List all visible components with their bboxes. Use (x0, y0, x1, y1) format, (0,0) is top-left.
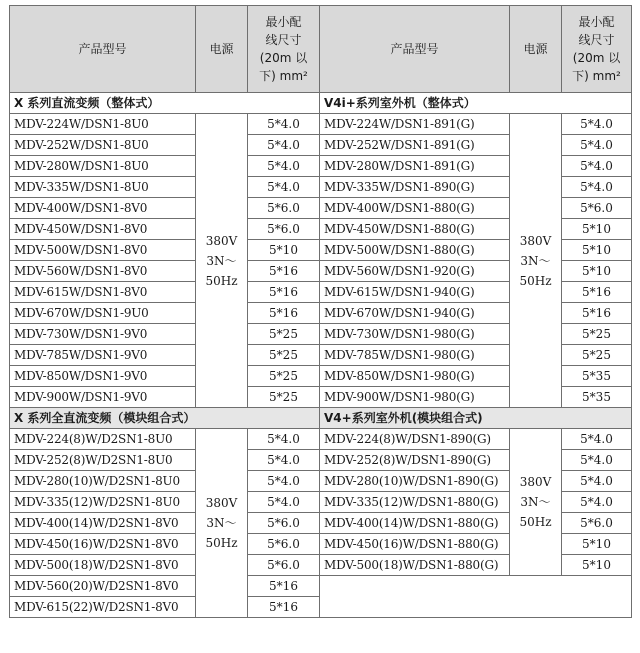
model-cell: MDV-450(16)W/D2SN1-8V0 (10, 534, 196, 555)
section-title-left: X 系列全直流变频（模块组合式） (10, 408, 320, 429)
cable-size-cell: 5*4.0 (562, 492, 632, 513)
header-size-line2: 线尺寸 (578, 33, 615, 47)
model-cell: MDV-335W/DSN1-890(G) (320, 177, 510, 198)
power-line1: 380V (519, 475, 552, 489)
cable-size-cell: 5*16 (248, 261, 320, 282)
header-size-line4: 下) mm² (572, 69, 621, 83)
header-size-line3: (20m 以 (259, 51, 308, 65)
model-cell: MDV-670W/DSN1-940(G) (320, 303, 510, 324)
cable-size-cell: 5*6.0 (248, 513, 320, 534)
model-cell: MDV-280(10)W/DSN1-890(G) (320, 471, 510, 492)
model-cell: MDV-670W/DSN1-9U0 (10, 303, 196, 324)
cable-size-cell: 5*4.0 (248, 135, 320, 156)
power-line2: 3N～ (206, 516, 237, 530)
cable-size-cell: 5*4.0 (562, 156, 632, 177)
table-row (10, 576, 632, 597)
model-cell: MDV-252(8)W/D2SN1-8U0 (10, 450, 196, 471)
model-cell: MDV-500(18)W/DSN1-880(G) (320, 555, 510, 576)
cable-size-cell: 5*16 (248, 576, 320, 597)
header-size-line4: 下) mm² (259, 69, 308, 83)
header-size-right (562, 6, 632, 93)
section-title-left: X 系列直流变频（整体式） (10, 93, 320, 114)
model-cell: MDV-785W/DSN1-980(G) (320, 345, 510, 366)
header-power-right: 电源 (510, 6, 562, 93)
model-cell: MDV-500W/DSN1-880(G) (320, 240, 510, 261)
cable-size-cell: 5*6.0 (248, 219, 320, 240)
header-model-right: 产品型号 (320, 6, 510, 93)
model-cell: MDV-730W/DSN1-9V0 (10, 324, 196, 345)
model-cell: MDV-335(12)W/DSN1-880(G) (320, 492, 510, 513)
cable-size-cell: 5*16 (562, 303, 632, 324)
model-cell: MDV-224(8)W/DSN1-890(G) (320, 429, 510, 450)
cable-size-cell: 5*4.0 (562, 450, 632, 471)
model-cell: MDV-615W/DSN1-940(G) (320, 282, 510, 303)
model-cell: MDV-400W/DSN1-880(G) (320, 198, 510, 219)
section-title-row (10, 93, 632, 114)
cable-size-cell: 5*16 (562, 282, 632, 303)
cable-size-cell: 5*10 (562, 534, 632, 555)
model-cell: MDV-560(20)W/D2SN1-8V0 (10, 576, 196, 597)
cable-size-cell: 5*25 (248, 366, 320, 387)
model-cell: MDV-615W/DSN1-8V0 (10, 282, 196, 303)
cable-size-cell: 5*6.0 (248, 198, 320, 219)
cable-size-cell: 5*10 (562, 261, 632, 282)
model-cell: MDV-335W/DSN1-8U0 (10, 177, 196, 198)
model-cell: MDV-280W/DSN1-891(G) (320, 156, 510, 177)
header-size-left (248, 6, 320, 93)
table-row (10, 114, 632, 135)
header-size-line1: 最小配 (578, 15, 615, 29)
section-title-right: V4+系列室外机(模块组合式) (320, 408, 632, 429)
cable-size-cell: 5*35 (562, 387, 632, 408)
cable-size-cell: 5*4.0 (562, 177, 632, 198)
cable-size-cell: 5*25 (248, 387, 320, 408)
cable-size-cell: 5*6.0 (248, 534, 320, 555)
header-size-line1: 最小配 (265, 15, 302, 29)
cable-spec-table (9, 5, 632, 618)
cable-size-cell: 5*6.0 (562, 198, 632, 219)
table-row (10, 429, 632, 450)
power-cell (196, 114, 248, 408)
cable-size-cell: 5*35 (562, 366, 632, 387)
power-line3: 50Hz (205, 273, 238, 288)
cable-size-cell: 5*6.0 (562, 513, 632, 534)
model-cell: MDV-335(12)W/D2SN1-8U0 (10, 492, 196, 513)
cable-size-cell: 5*4.0 (562, 471, 632, 492)
model-cell: MDV-615(22)W/D2SN1-8V0 (10, 597, 196, 618)
model-cell: MDV-224(8)W/D2SN1-8U0 (10, 429, 196, 450)
cable-size-cell: 5*25 (562, 345, 632, 366)
cable-size-cell: 5*25 (248, 324, 320, 345)
empty-cell (320, 576, 632, 618)
power-line2: 3N～ (520, 495, 551, 509)
model-cell: MDV-850W/DSN1-980(G) (320, 366, 510, 387)
header-size-line2: 线尺寸 (265, 33, 302, 47)
cable-size-cell: 5*10 (562, 219, 632, 240)
model-cell: MDV-400(14)W/D2SN1-8V0 (10, 513, 196, 534)
model-cell: MDV-730W/DSN1-980(G) (320, 324, 510, 345)
cable-size-cell: 5*4.0 (248, 156, 320, 177)
model-cell: MDV-400W/DSN1-8V0 (10, 198, 196, 219)
model-cell: MDV-560W/DSN1-920(G) (320, 261, 510, 282)
power-line1: 380V (205, 233, 238, 248)
cable-size-cell: 5*4.0 (248, 177, 320, 198)
cable-size-cell: 5*4.0 (248, 450, 320, 471)
cable-size-cell: 5*6.0 (248, 555, 320, 576)
model-cell: MDV-400(14)W/DSN1-880(G) (320, 513, 510, 534)
model-cell: MDV-224W/DSN1-891(G) (320, 114, 510, 135)
model-cell: MDV-560W/DSN1-8V0 (10, 261, 196, 282)
power-line2: 3N～ (206, 253, 237, 268)
cable-size-cell: 5*4.0 (248, 471, 320, 492)
model-cell: MDV-900W/DSN1-980(G) (320, 387, 510, 408)
header-power-left: 电源 (196, 6, 248, 93)
power-line3: 50Hz (205, 536, 238, 550)
power-line3: 50Hz (519, 273, 552, 288)
model-cell: MDV-785W/DSN1-9V0 (10, 345, 196, 366)
cable-size-cell: 5*10 (562, 555, 632, 576)
model-cell: MDV-280(10)W/D2SN1-8U0 (10, 471, 196, 492)
header-model-left: 产品型号 (10, 6, 196, 93)
section-title-row (10, 408, 632, 429)
model-cell: MDV-252W/DSN1-8U0 (10, 135, 196, 156)
power-cell (196, 429, 248, 618)
power-cell (510, 429, 562, 576)
model-cell: MDV-280W/DSN1-8U0 (10, 156, 196, 177)
cable-size-cell: 5*4.0 (562, 135, 632, 156)
model-cell: MDV-450(16)W/DSN1-880(G) (320, 534, 510, 555)
power-line1: 380V (519, 233, 552, 248)
cable-size-cell: 5*10 (248, 240, 320, 261)
model-cell: MDV-900W/DSN1-9V0 (10, 387, 196, 408)
model-cell: MDV-450W/DSN1-8V0 (10, 219, 196, 240)
cable-size-cell: 5*16 (248, 597, 320, 618)
model-cell: MDV-450W/DSN1-880(G) (320, 219, 510, 240)
power-line3: 50Hz (519, 515, 552, 529)
cable-size-cell: 5*4.0 (562, 114, 632, 135)
cable-size-cell: 5*4.0 (562, 429, 632, 450)
cable-size-cell: 5*4.0 (248, 114, 320, 135)
header-size-line3: (20m 以 (572, 51, 621, 65)
section-title-right: V4i+系列室外机（整体式） (320, 93, 632, 114)
table-body (10, 93, 632, 618)
power-cell (510, 114, 562, 408)
power-line2: 3N～ (520, 253, 551, 268)
cable-size-cell: 5*10 (562, 240, 632, 261)
cable-size-cell: 5*4.0 (248, 492, 320, 513)
model-cell: MDV-252W/DSN1-891(G) (320, 135, 510, 156)
model-cell: MDV-850W/DSN1-9V0 (10, 366, 196, 387)
cable-size-cell: 5*25 (248, 345, 320, 366)
cable-size-cell: 5*16 (248, 282, 320, 303)
model-cell: MDV-500(18)W/D2SN1-8V0 (10, 555, 196, 576)
model-cell: MDV-224W/DSN1-8U0 (10, 114, 196, 135)
header-row (10, 6, 632, 93)
cable-size-cell: 5*4.0 (248, 429, 320, 450)
model-cell: MDV-500W/DSN1-8V0 (10, 240, 196, 261)
model-cell: MDV-252(8)W/DSN1-890(G) (320, 450, 510, 471)
power-line1: 380V (205, 496, 238, 510)
cable-size-cell: 5*25 (562, 324, 632, 345)
cable-size-cell: 5*16 (248, 303, 320, 324)
